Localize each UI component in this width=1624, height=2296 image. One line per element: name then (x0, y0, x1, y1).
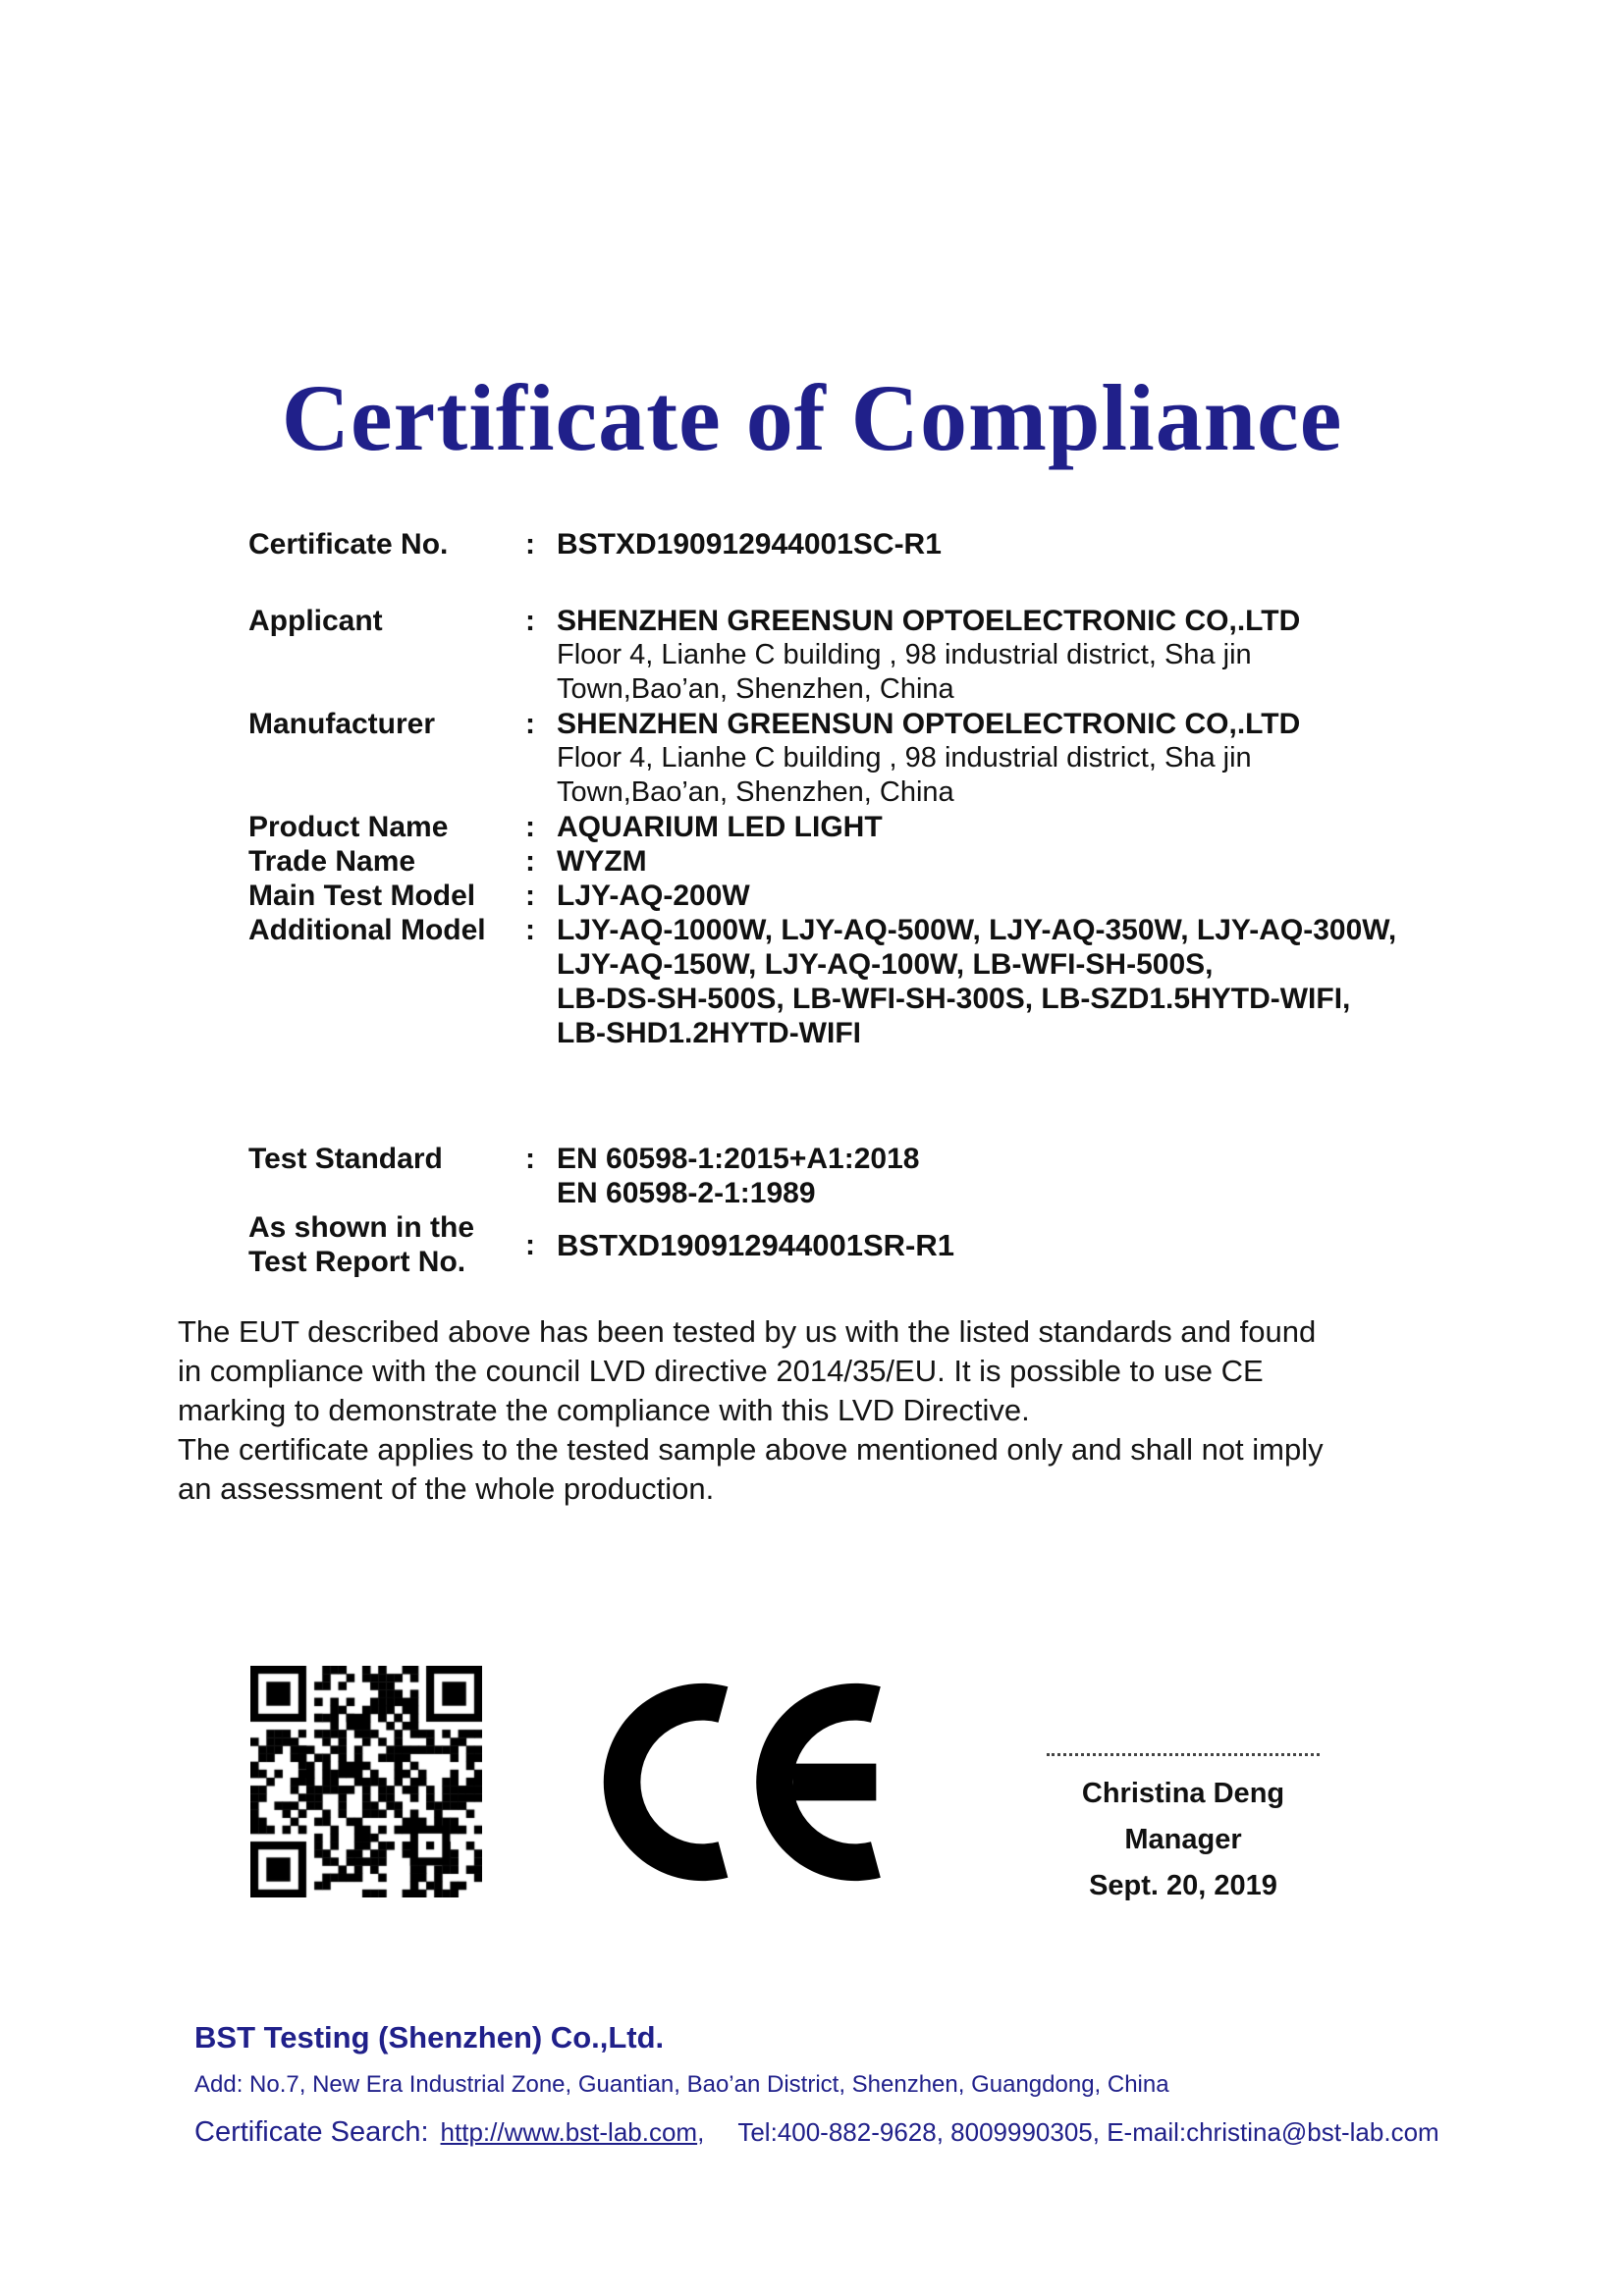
manufacturer-address-line2: Town,Bao’an, Shenzhen, China (557, 776, 954, 808)
certificate-no-row (248, 527, 1436, 561)
lab-company-name: BST Testing (Shenzhen) Co.,Ltd. (194, 2020, 665, 2055)
product-name-row (248, 810, 1436, 844)
footer (194, 2020, 1500, 2149)
signatory-name: Christina Deng (1081, 1778, 1285, 1809)
signatory-role: Manager (1124, 1824, 1242, 1855)
test-report-row (248, 1210, 1436, 1279)
applicant-label: Applicant (248, 605, 383, 637)
product-name-value: AQUARIUM LED LIGHT (557, 811, 883, 843)
qr-code-image (250, 1666, 482, 1897)
ce-letter-e-bar (793, 1764, 876, 1801)
statement-line2: in compliance with the council LVD directive 2014/35/EU. It is possible to use CE (178, 1354, 1264, 1388)
test-report-label-line1: As shown in the (248, 1211, 475, 1244)
certificate-search-url[interactable]: http://www.bst-lab.com (440, 2117, 698, 2147)
main-test-model-value: LJY-AQ-200W (557, 880, 750, 912)
additional-model-line4: LB-SHD1.2HYTD-WIFI (557, 1017, 861, 1049)
applicant-row (248, 604, 1436, 707)
colon-separator: : (525, 605, 535, 637)
statement-line5: an assessment of the whole production. (178, 1471, 715, 1506)
url-comma: , (697, 2117, 705, 2147)
manufacturer-value (557, 707, 1436, 810)
additional-model-row (248, 913, 1436, 1050)
additional-model-line2: LJY-AQ-150W, LJY-AQ-100W, LB-WFI-SH-500S, (557, 948, 1214, 981)
test-standard-line1: EN 60598-1:2015+A1:2018 (557, 1143, 920, 1175)
colon-separator: : (525, 845, 535, 878)
compliance-statement (178, 1312, 1464, 1509)
manufacturer-row (248, 707, 1436, 810)
statement-line3: marking to demonstrate the compliance with this LVD Directive. (178, 1393, 1030, 1427)
test-report-value: BSTXD190912944001SR-R1 (557, 1227, 954, 1262)
colon-separator: : (525, 1143, 535, 1175)
test-standard-value (557, 1142, 1436, 1210)
manufacturer-address-line1: Floor 4, Lianhe C building , 98 industrial district, Sha jin (557, 742, 1252, 774)
colon-separator: : (525, 708, 535, 740)
ce-mark-logo (601, 1671, 888, 1894)
applicant-value (557, 604, 1436, 707)
colon-separator: : (525, 1228, 535, 1261)
signature-date: Sept. 20, 2019 (1089, 1870, 1277, 1901)
statement-line4: The certificate applies to the tested sample above mentioned only and shall not imply (178, 1432, 1324, 1467)
manufacturer-label: Manufacturer (248, 708, 436, 740)
colon-separator: : (525, 811, 535, 843)
additional-model-line1: LJY-AQ-1000W, LJY-AQ-500W, LJY-AQ-350W, LJY-AQ-300W, (557, 914, 1397, 946)
test-standard-row (248, 1142, 1436, 1210)
certificate-search-label: Certificate Search: (194, 2116, 429, 2148)
lab-address: Add: No.7, New Era Industrial Zone, Guantian, Bao’an District, Shenzhen, Guangdong, China (194, 2071, 1169, 2098)
trade-name-value: WYZM (557, 845, 647, 878)
lab-contact-info: Tel:400-882-9628, 8009990305, E-mail:christina@bst-lab.com (737, 2117, 1439, 2147)
certificate-search-line (194, 2116, 1500, 2149)
additional-model-value (557, 913, 1436, 1050)
statement-line1: The EUT described above has been tested by us with the listed standards and found (178, 1314, 1317, 1349)
additional-model-line3: LB-DS-SH-500S, LB-WFI-SH-300S, LB-SZD1.5HYTD-WIFI, (557, 983, 1351, 1015)
main-test-model-label: Main Test Model (248, 880, 476, 912)
certificate-fields (248, 527, 1436, 1279)
certificate-no-label: Certificate No. (248, 528, 449, 561)
colon-separator: : (525, 914, 535, 946)
signature-block (1036, 1753, 1330, 1902)
trade-name-row (248, 844, 1436, 879)
colon-separator: : (525, 528, 535, 561)
applicant-company: SHENZHEN GREENSUN OPTOELECTRONIC CO,.LTD (557, 605, 1301, 637)
test-report-label-line2: Test Report No. (248, 1246, 466, 1278)
signature-dotted-line (1047, 1753, 1320, 1756)
manufacturer-company: SHENZHEN GREENSUN OPTOELECTRONIC CO,.LTD (557, 708, 1301, 740)
product-name-label: Product Name (248, 811, 449, 843)
test-standard-line2: EN 60598-2-1:1989 (557, 1177, 816, 1209)
main-test-model-row (248, 879, 1436, 913)
ce-letter-c (604, 1683, 729, 1881)
certificate-title: Certificate of Compliance (281, 365, 1343, 470)
colon-separator: : (525, 880, 535, 912)
additional-model-label: Additional Model (248, 914, 486, 946)
trade-name-label: Trade Name (248, 845, 416, 878)
certificate-no-value: BSTXD190912944001SC-R1 (557, 528, 942, 561)
test-report-label (248, 1210, 525, 1279)
applicant-address-line1: Floor 4, Lianhe C building , 98 industrial district, Sha jin (557, 639, 1252, 670)
applicant-address-line2: Town,Bao’an, Shenzhen, China (557, 673, 954, 705)
test-standard-label: Test Standard (248, 1143, 443, 1175)
